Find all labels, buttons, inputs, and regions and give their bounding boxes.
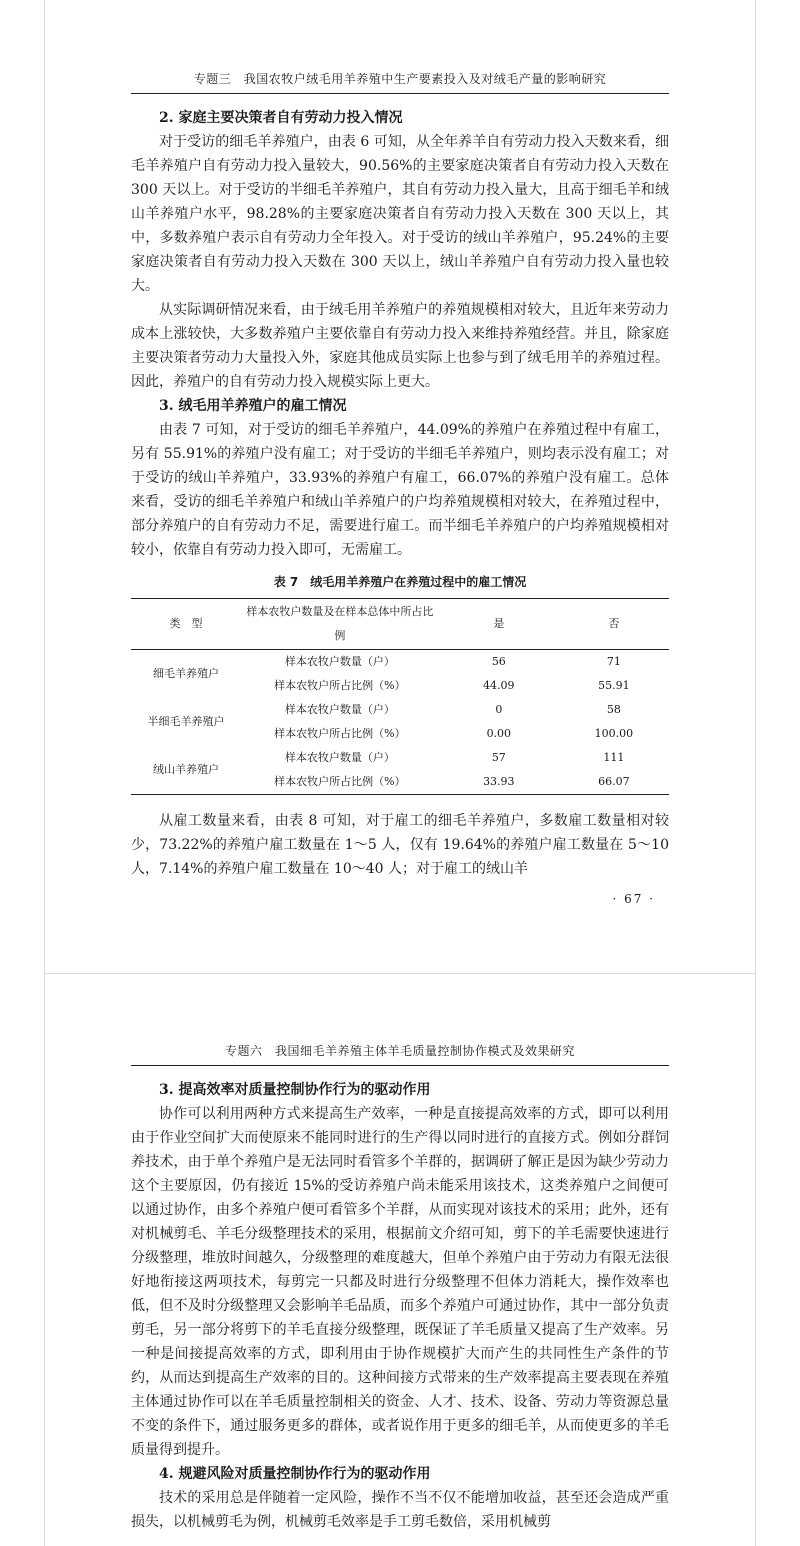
row-indicator: 样本农牧户数量（户） (284, 655, 395, 668)
paragraph: 从实际调研情况来看，由于绒毛用羊养殖户的养殖规模相对较大，且近年来劳动力成本上涨较快，大多数养殖户主要依靠自有劳动力投入来维持养殖经营。并且，除家庭主要决策者劳动力大量投入外，家庭其他成员实际上也参与到了绒毛用羊的养殖过程。因此，养殖户的自有劳动力投入规模实际上更大。 (131, 302, 669, 390)
header-type: 类 型 (131, 599, 241, 650)
row-no: 66.07 (598, 775, 630, 788)
hiring-table (131, 598, 669, 795)
table-caption: 表 7 绒毛用羊养殖户在养殖过程中的雇工情况 (273, 575, 527, 589)
paragraph: 对于受访的细毛羊养殖户，由表 6 可知，从全年养羊自有劳动力投入天数来看，细毛羊养殖户自有劳动力投入量较大，90.56%的主要家庭决策者自有劳动力投入天数在 300 天以上。对于受访的半细毛羊养殖户，其自有劳动力投入量大，且高于细毛羊和绒山羊养殖户水平，98.28%的主要家庭决策者自有劳动力投入天数在 300 天以上，其中，多数养殖户表示自有劳动力全年投入。对于受访的绒山羊养殖户，95.24%的主要家庭决策者自有劳动力投入天数在 300 天以上，绒山羊养殖户自有劳动力投入量也较大。 (131, 134, 669, 294)
page-number: · 67 · (612, 892, 655, 906)
row-indicator: 样本农牧户所占比例（%） (274, 775, 406, 788)
row-type: 绒山羊养殖户 (152, 763, 219, 776)
row-no: 55.91 (598, 679, 630, 692)
row-no: 58 (606, 703, 621, 716)
header-indicator: 样本农牧户数量及在样本总体中所占比例 (241, 599, 439, 650)
paragraph: 技术的采用总是伴随着一定风险，操作不当不仅不能增加收益，甚至还会造成严重损失，以机械剪毛为例，机械剪毛效率是手工剪毛数倍，采用机械剪 (131, 1490, 669, 1530)
row-type: 细毛羊养殖户 (152, 667, 219, 680)
row-yes: 44.09 (483, 679, 515, 692)
running-header: 专题六 我国细毛羊养殖主体羊毛质量控制协作模式及效果研究 (131, 1042, 669, 1066)
row-type: 半细毛羊养殖户 (147, 715, 225, 728)
row-yes: 33.93 (483, 775, 515, 788)
header-no: 否 (559, 599, 669, 650)
table-row (131, 746, 669, 770)
header-yes: 是 (439, 599, 559, 650)
row-indicator: 样本农牧户数量（户） (284, 703, 395, 716)
table-row (131, 698, 669, 722)
page-body (131, 106, 669, 881)
row-indicator: 样本农牧户所占比例（%） (274, 727, 406, 740)
paragraph: 协作可以利用两种方式来提高生产效率，一种是直接提高效率的方式，即可以利用由于作业空间扩大而使原来不能同时进行的生产得以同时进行的直接方式。例如分群饲养技术，由于单个养殖户是无法同时看管多个羊群的，据调研了解正是因为缺少劳动力这个主要原因，仍有接近 15%的受访养殖户尚未能采用该技术，这类养殖户之间便可以通过协作，由多个养殖户便可看管多个羊群，从而实现对该技术的采用；此外，还有对机械剪毛、羊毛分级整理技术的采用，根据前文介绍可知，剪下的羊毛需要快速进行分级整理，堆放时间越久，分级整理的难度越大，但单个养殖户由于劳动力有限无法很好地衔接这两项技术，每剪完一只都及时进行分级整理不但体力消耗大，操作效率也低，但不及时分级整理又会影响羊毛品质，而多个养殖户可通过协作，其中一部分负责剪毛，另一部分将剪下的羊毛直接分级整理，既保证了羊毛质量又提高了生产效率。另一种是间接提高效率的方式，即利用由于协作规模扩大而产生的共同性生产条件的节约，从而达到提高生产效率的目的。这种间接方式带来的生产效率提高主要表现在养殖主体通过协作可以在羊毛质量控制相关的资金、人才、技术、设备、劳动力等资源总量不变的条件下，通过服务更多的群体，或者说作用于更多的细毛羊，从而使更多的羊毛质量得到提升。 (131, 1106, 669, 1458)
section-heading: 3. 提高效率对质量控制协作行为的驱动作用 (159, 1082, 431, 1098)
document-page-67 (44, 0, 756, 974)
document-page-next (44, 974, 756, 1546)
section-heading: 4. 规避风险对质量控制协作行为的驱动作用 (159, 1466, 431, 1482)
row-no: 111 (603, 751, 625, 764)
row-indicator: 样本农牧户所占比例（%） (274, 679, 406, 692)
running-header: 专题三 我国农牧户绒毛用羊养殖中生产要素投入及对绒毛产量的影响研究 (131, 70, 669, 94)
row-yes: 57 (491, 751, 506, 764)
row-yes: 0 (495, 703, 503, 716)
row-indicator: 样本农牧户数量（户） (284, 751, 395, 764)
table-row (131, 650, 669, 675)
row-no: 71 (606, 655, 621, 668)
section-heading: 2. 家庭主要决策者自有劳动力投入情况 (159, 110, 403, 126)
section-heading: 3. 绒毛用羊养殖户的雇工情况 (159, 398, 347, 414)
row-yes: 0.00 (486, 727, 512, 740)
paragraph: 由表 7 可知，对于受访的细毛羊养殖户，44.09%的养殖户在养殖过程中有雇工，另有 55.91%的养殖户没有雇工；对于受访的半细毛羊养殖户，则均表示没有雇工；对于受访的绒山羊养殖户，33.93%的养殖户有雇工，66.07%的养殖户没有雇工。总体来看，受访的细毛羊养殖户和绒山羊养殖户的户均养殖规模相对较大，在养殖过程中，部分养殖户的自有劳动力不足，需要进行雇工。而半细毛羊养殖户的户均养殖规模相对较小，依靠自有劳动力投入即可，无需雇工。 (131, 422, 669, 558)
row-no: 100.00 (594, 727, 634, 740)
table-header-row (131, 599, 669, 650)
paragraph: 从雇工数量来看，由表 8 可知，对于雇工的细毛羊养殖户，多数雇工数量相对较少，73.22%的养殖户雇工数量在 1～5 人，仅有 19.64%的养殖户雇工数量在 5～10 人，7.14%的养殖户雇工数量在 10～40 人；对于雇工的绒山羊 (131, 813, 669, 877)
row-yes: 56 (491, 655, 506, 668)
page-body (131, 1078, 669, 1534)
